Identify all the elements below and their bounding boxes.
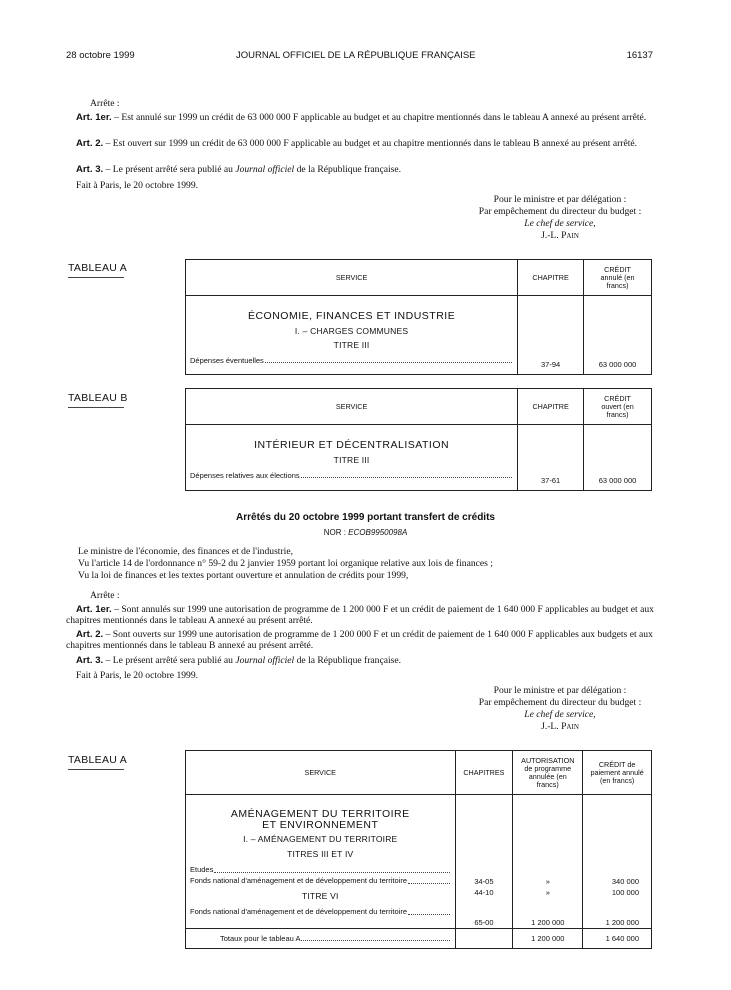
nor-code: ECOB9950098A [348, 528, 408, 537]
table-a2 [185, 750, 652, 949]
titre-heading: TITRE III [333, 455, 370, 465]
row-credit: 63 000 000 [584, 296, 652, 375]
decree2-article-1 [66, 604, 654, 626]
decree2-title: Arrêtés du 20 octobre 1999 portant transfert de crédits [236, 512, 495, 523]
section-heading: I. – AMÉNAGEMENT DU TERRITOIRE [243, 834, 398, 844]
row-chapitre: 44-10 [474, 888, 494, 897]
decree1-fait: Fait à Paris, le 20 octobre 1999. [76, 180, 199, 191]
decree1-arrete: Arrête : [90, 98, 120, 109]
article-text: – Sont annulés sur 1999 une autorisation de programme de 1 200 000 F et un crédit de paiement de 1 640 000 F applicables au budget et aux chapitres mentionnés dans le tableau A annexé au présent arrêté. [66, 604, 654, 626]
header-date: 28 octobre 1999 [66, 50, 135, 61]
col-header-service: SERVICE [186, 751, 456, 795]
col-header-service: SERVICE [186, 389, 518, 425]
titre-heading: TITRES III ET IV [287, 849, 354, 859]
decree1-signature: Pour le ministre et par délégation : Par empêchement du directeur du budget : Le chef de service, J.-L. Pain [460, 194, 660, 242]
row-chapitre: 37-94 [518, 296, 584, 375]
row-credit: 63 000 000 [584, 425, 652, 491]
row-label: Fonds national d'aménagement et de développement du territoire [190, 876, 407, 885]
row-autorisation: » [545, 877, 550, 886]
decree2-signature: Pour le ministre et par délégation : Par empêchement du directeur du budget : Le chef de service, J.-L. Pain [460, 685, 660, 733]
col-header-credit: CRÉDIT de paiement annulé (en francs) [583, 751, 652, 795]
article-label: Art. 1er. [76, 604, 112, 615]
row-label: Fonds national d'aménagement et de développement du territoire [190, 907, 407, 916]
decree1-article-1 [66, 112, 654, 123]
table-row [190, 906, 451, 917]
table-a1 [185, 259, 652, 375]
article-label: Art. 3. [76, 655, 104, 666]
decree1-article-3: Art. 3. – Le présent arrêté sera publié au Journal officiel de la République française. [76, 164, 402, 175]
table-a2-label: TABLEAU A [68, 754, 127, 770]
article-label: Art. 2. [76, 629, 104, 640]
row-chapitre: 37-61 [518, 425, 584, 491]
article-text: – Sont ouverts sur 1999 une autorisation de programme de 1 200 000 F et un crédit de paiement de 1 640 000 F applicables aux budgets et aux chapitres mentionnés dans le tableau B annexé au présent arrêté. [66, 629, 653, 651]
row-label: Etudes [190, 865, 214, 874]
totals-autorisation: 1 200 000 [513, 929, 583, 949]
col-header-autorisation: AUTORISATION de programme annulée (en francs) [513, 751, 583, 795]
decree1-article-2 [66, 138, 654, 149]
table-row [190, 471, 513, 480]
row-autorisation: 1 200 000 [531, 918, 565, 927]
ministry-heading: AMÉNAGEMENT DU TERRITOIRE ET ENVIRONNEMENT [230, 808, 410, 831]
col-header-chapitres: CHAPITRES [455, 751, 513, 795]
article-label: Art. 3. [76, 164, 104, 175]
article-text: – Est ouvert sur 1999 un crédit de 63 000 000 F applicable au budget et au chapitre mentionnés dans le tableau B annexé au présent arrêté. [103, 138, 638, 149]
row-autorisation: » [545, 888, 550, 897]
totals-label: Totaux pour le tableau A [220, 934, 301, 943]
row-label: Dépenses éventuelles [190, 356, 264, 365]
journal-reference: Journal officiel [235, 655, 295, 666]
decree2-article-2 [66, 629, 654, 651]
decree2-article-3: Art. 3. – Le présent arrêté sera publié au Journal officiel de la République française. [76, 655, 402, 666]
table-row [190, 356, 513, 365]
header-journal-title: JOURNAL OFFICIEL DE LA RÉPUBLIQUE FRANÇAISE [236, 50, 476, 61]
table-row [190, 875, 451, 886]
section-heading: I. – CHARGES COMMUNES [294, 326, 409, 336]
col-header-chapitre: CHAPITRE [518, 389, 584, 425]
totals-credit: 1 640 000 [583, 929, 652, 949]
chapitres-column [455, 795, 513, 929]
row-credit: 1 200 000 [605, 918, 639, 927]
ministry-heading: ÉCONOMIE, FINANCES ET INDUSTRIE [247, 310, 456, 322]
autorisation-column [513, 795, 583, 929]
titre-heading: TITRE III [333, 340, 370, 350]
decree2-arrete: Arrête : [90, 590, 120, 601]
credit-column [583, 795, 652, 929]
decree2-nor: NOR : ECOB9950098A [323, 528, 408, 537]
article-label: Art. 2. [76, 138, 104, 149]
table-b1-label: TABLEAU B [68, 392, 128, 408]
col-header-credit: CRÉDIT ouvert (en francs) [584, 389, 652, 425]
journal-reference: Journal officiel [235, 164, 295, 175]
titre-heading: TITRE VI [301, 891, 339, 901]
signatory-name: J.-L. Pain [541, 230, 579, 241]
table-row [190, 864, 451, 875]
col-header-service: SERVICE [186, 260, 518, 296]
article-text: – Est annulé sur 1999 un crédit de 63 000 000 F applicable au budget et au chapitre mentionnés dans le tableau A annexé au présent arrêté. [111, 112, 647, 123]
signatory-name: J.-L. Pain [541, 721, 579, 732]
decree2-fait: Fait à Paris, le 20 octobre 1999. [76, 670, 199, 681]
row-credit: 340 000 [611, 877, 639, 886]
row-chapitre: 34-05 [474, 877, 494, 886]
row-credit: 100 000 [611, 888, 639, 897]
col-header-chapitre: CHAPITRE [518, 260, 584, 296]
row-label: Dépenses relatives aux élections [190, 471, 300, 480]
article-label: Art. 1er. [76, 112, 112, 123]
table-a1-label: TABLEAU A [68, 262, 127, 278]
decree2-intro: Le ministre de l'économie, des finances et de l'industrie, Vu l'article 14 de l'ordonnance n° 59-2 du 2 janvier 1959 portant loi organique relative aux lois de finances ; Vu la loi de finances et les textes portant ouverture et annulation de crédits pour 1999, [78, 546, 493, 581]
row-chapitre: 65-00 [474, 918, 494, 927]
header-page-number: 16137 [626, 50, 653, 61]
col-header-credit: CRÉDIT annulé (en francs) [584, 260, 652, 296]
totals-row [220, 934, 451, 943]
table-b1 [185, 388, 652, 491]
ministry-heading: INTÉRIEUR ET DÉCENTRALISATION [254, 439, 450, 451]
